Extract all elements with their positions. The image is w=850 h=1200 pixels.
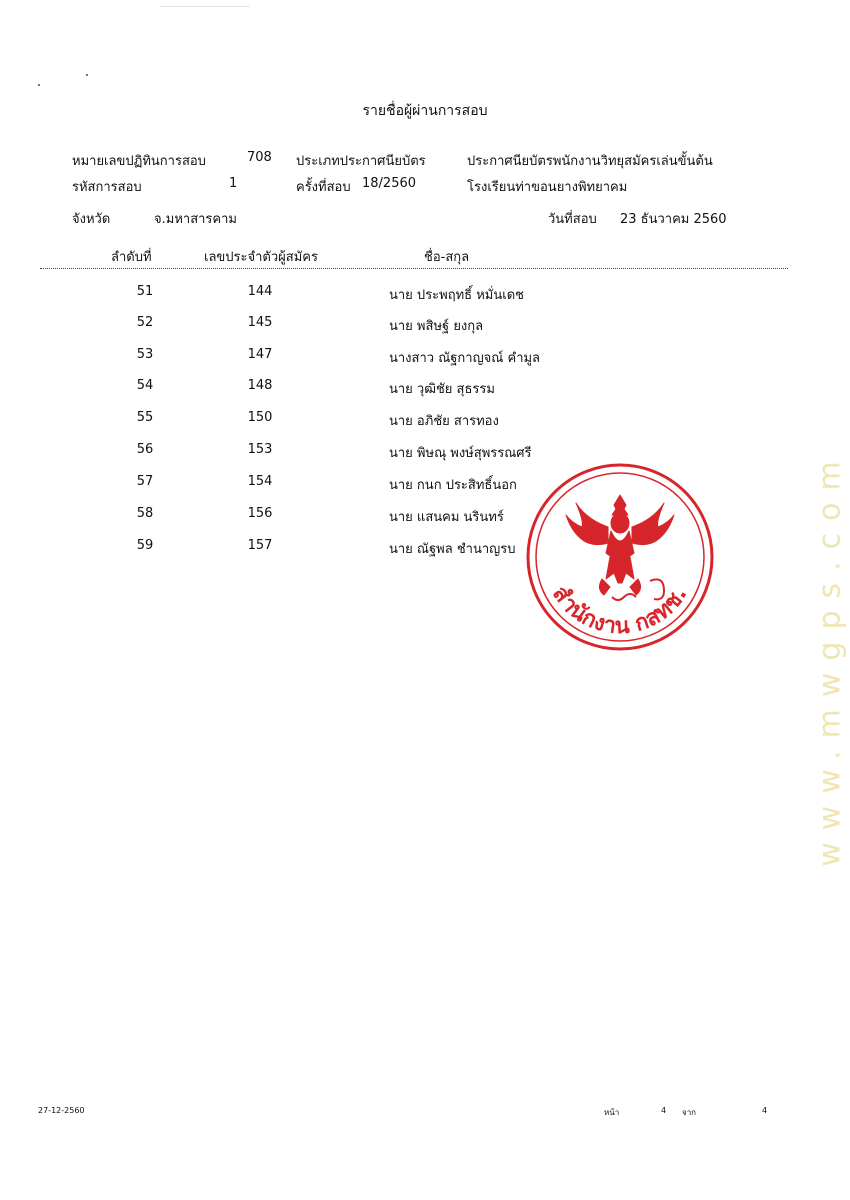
official-stamp — [524, 461, 716, 653]
stamp-text: สำนักงาน กสทช. — [547, 581, 693, 640]
watermark — [812, 190, 848, 1125]
svg-text:สำนักงาน กสทช. — [547, 582, 692, 640]
row-full-name: นางสาว ณัฐกาญจณ์ คำมูล — [389, 351, 541, 366]
row-applicant-id: 144 — [247, 284, 273, 299]
row-applicant-id: 157 — [247, 538, 273, 553]
row-applicant-id: 153 — [247, 442, 273, 457]
row-order: 53 — [136, 347, 154, 362]
exam-round-value: 18/2560 — [362, 176, 417, 191]
row-order: 58 — [136, 506, 154, 521]
watermark-text: www.mwgps.com — [812, 448, 848, 867]
row-applicant-id: 150 — [247, 410, 273, 425]
table-row — [0, 347, 850, 371]
scan-speck — [86, 74, 88, 76]
column-header-order: ลำดับที่ — [111, 250, 152, 265]
page-current: 4 — [661, 1106, 667, 1115]
row-full-name: นาย แสนคม นรินทร์ — [389, 510, 504, 525]
row-full-name: นาย พสิษฐ์ ยงกุล — [389, 319, 484, 334]
table-row — [0, 315, 850, 339]
table-row — [0, 442, 850, 466]
row-applicant-id: 156 — [247, 506, 273, 521]
row-order: 52 — [136, 315, 154, 330]
page-total: 4 — [762, 1106, 768, 1115]
row-order: 57 — [136, 474, 154, 489]
row-applicant-id: 148 — [247, 378, 273, 393]
header-divider — [40, 268, 788, 269]
column-header-full-name: ชื่อ-สกุล — [424, 250, 470, 265]
exam-venue: โรงเรียนท่าขอนยางพิทยาคม — [467, 180, 628, 195]
row-applicant-id: 147 — [247, 347, 273, 362]
row-full-name: นาย ณัฐพล ชำนาญรบ — [389, 542, 516, 557]
exam-number-value: 708 — [247, 150, 272, 165]
exam-code-label: รหัสการสอบ — [72, 180, 142, 195]
row-order: 51 — [136, 284, 154, 299]
table-row — [0, 474, 850, 498]
row-full-name: นาย วุฒิชัย สุธรรม — [389, 382, 495, 397]
cert-type-label: ประเภทประกาศนียบัตร — [296, 154, 426, 169]
row-full-name: นาย พิษณุ พงษ์สุพรรณศรี — [389, 446, 532, 461]
garuda-emblem-icon — [524, 461, 716, 653]
print-date: 27-12-2560 — [38, 1106, 85, 1115]
province-label: จังหวัด — [72, 212, 111, 227]
table-row — [0, 378, 850, 402]
page-title: รายชื่อผู้ผ่านการสอบ — [362, 103, 488, 119]
table-row — [0, 410, 850, 434]
exam-round-label: ครั้งที่สอบ — [296, 180, 351, 195]
row-full-name: นาย กนก ประสิทธิ์นอก — [389, 478, 517, 493]
row-order: 56 — [136, 442, 154, 457]
row-applicant-id: 145 — [247, 315, 273, 330]
row-order: 55 — [136, 410, 154, 425]
scan-artifact — [160, 6, 250, 7]
cert-name: ประกาศนียบัตรพนักงานวิทยุสมัครเล่นขั้นต้น — [467, 154, 713, 169]
row-full-name: นาย อภิชัย สารทอง — [389, 414, 499, 429]
table-row — [0, 284, 850, 308]
row-order: 59 — [136, 538, 154, 553]
table-row — [0, 506, 850, 530]
table-row — [0, 538, 850, 562]
column-header-applicant-id: เลขประจำตัวผู้สมัคร — [204, 250, 318, 265]
page-of-label: จาก — [682, 1108, 697, 1117]
exam-number-label: หมายเลขปฏิทินการสอบ — [72, 154, 206, 169]
page-label: หน้า — [604, 1108, 620, 1117]
exam-date-label: วันที่สอบ — [548, 212, 597, 227]
row-applicant-id: 154 — [247, 474, 273, 489]
province-value: จ.มหาสารคาม — [154, 212, 237, 227]
scan-speck — [38, 84, 40, 86]
row-order: 54 — [136, 378, 154, 393]
row-full-name: นาย ประพฤทธิ์ หมั่นเดช — [389, 288, 524, 303]
exam-date-value: 23 ธันวาคม 2560 — [620, 212, 727, 227]
exam-code-value: 1 — [229, 176, 238, 191]
